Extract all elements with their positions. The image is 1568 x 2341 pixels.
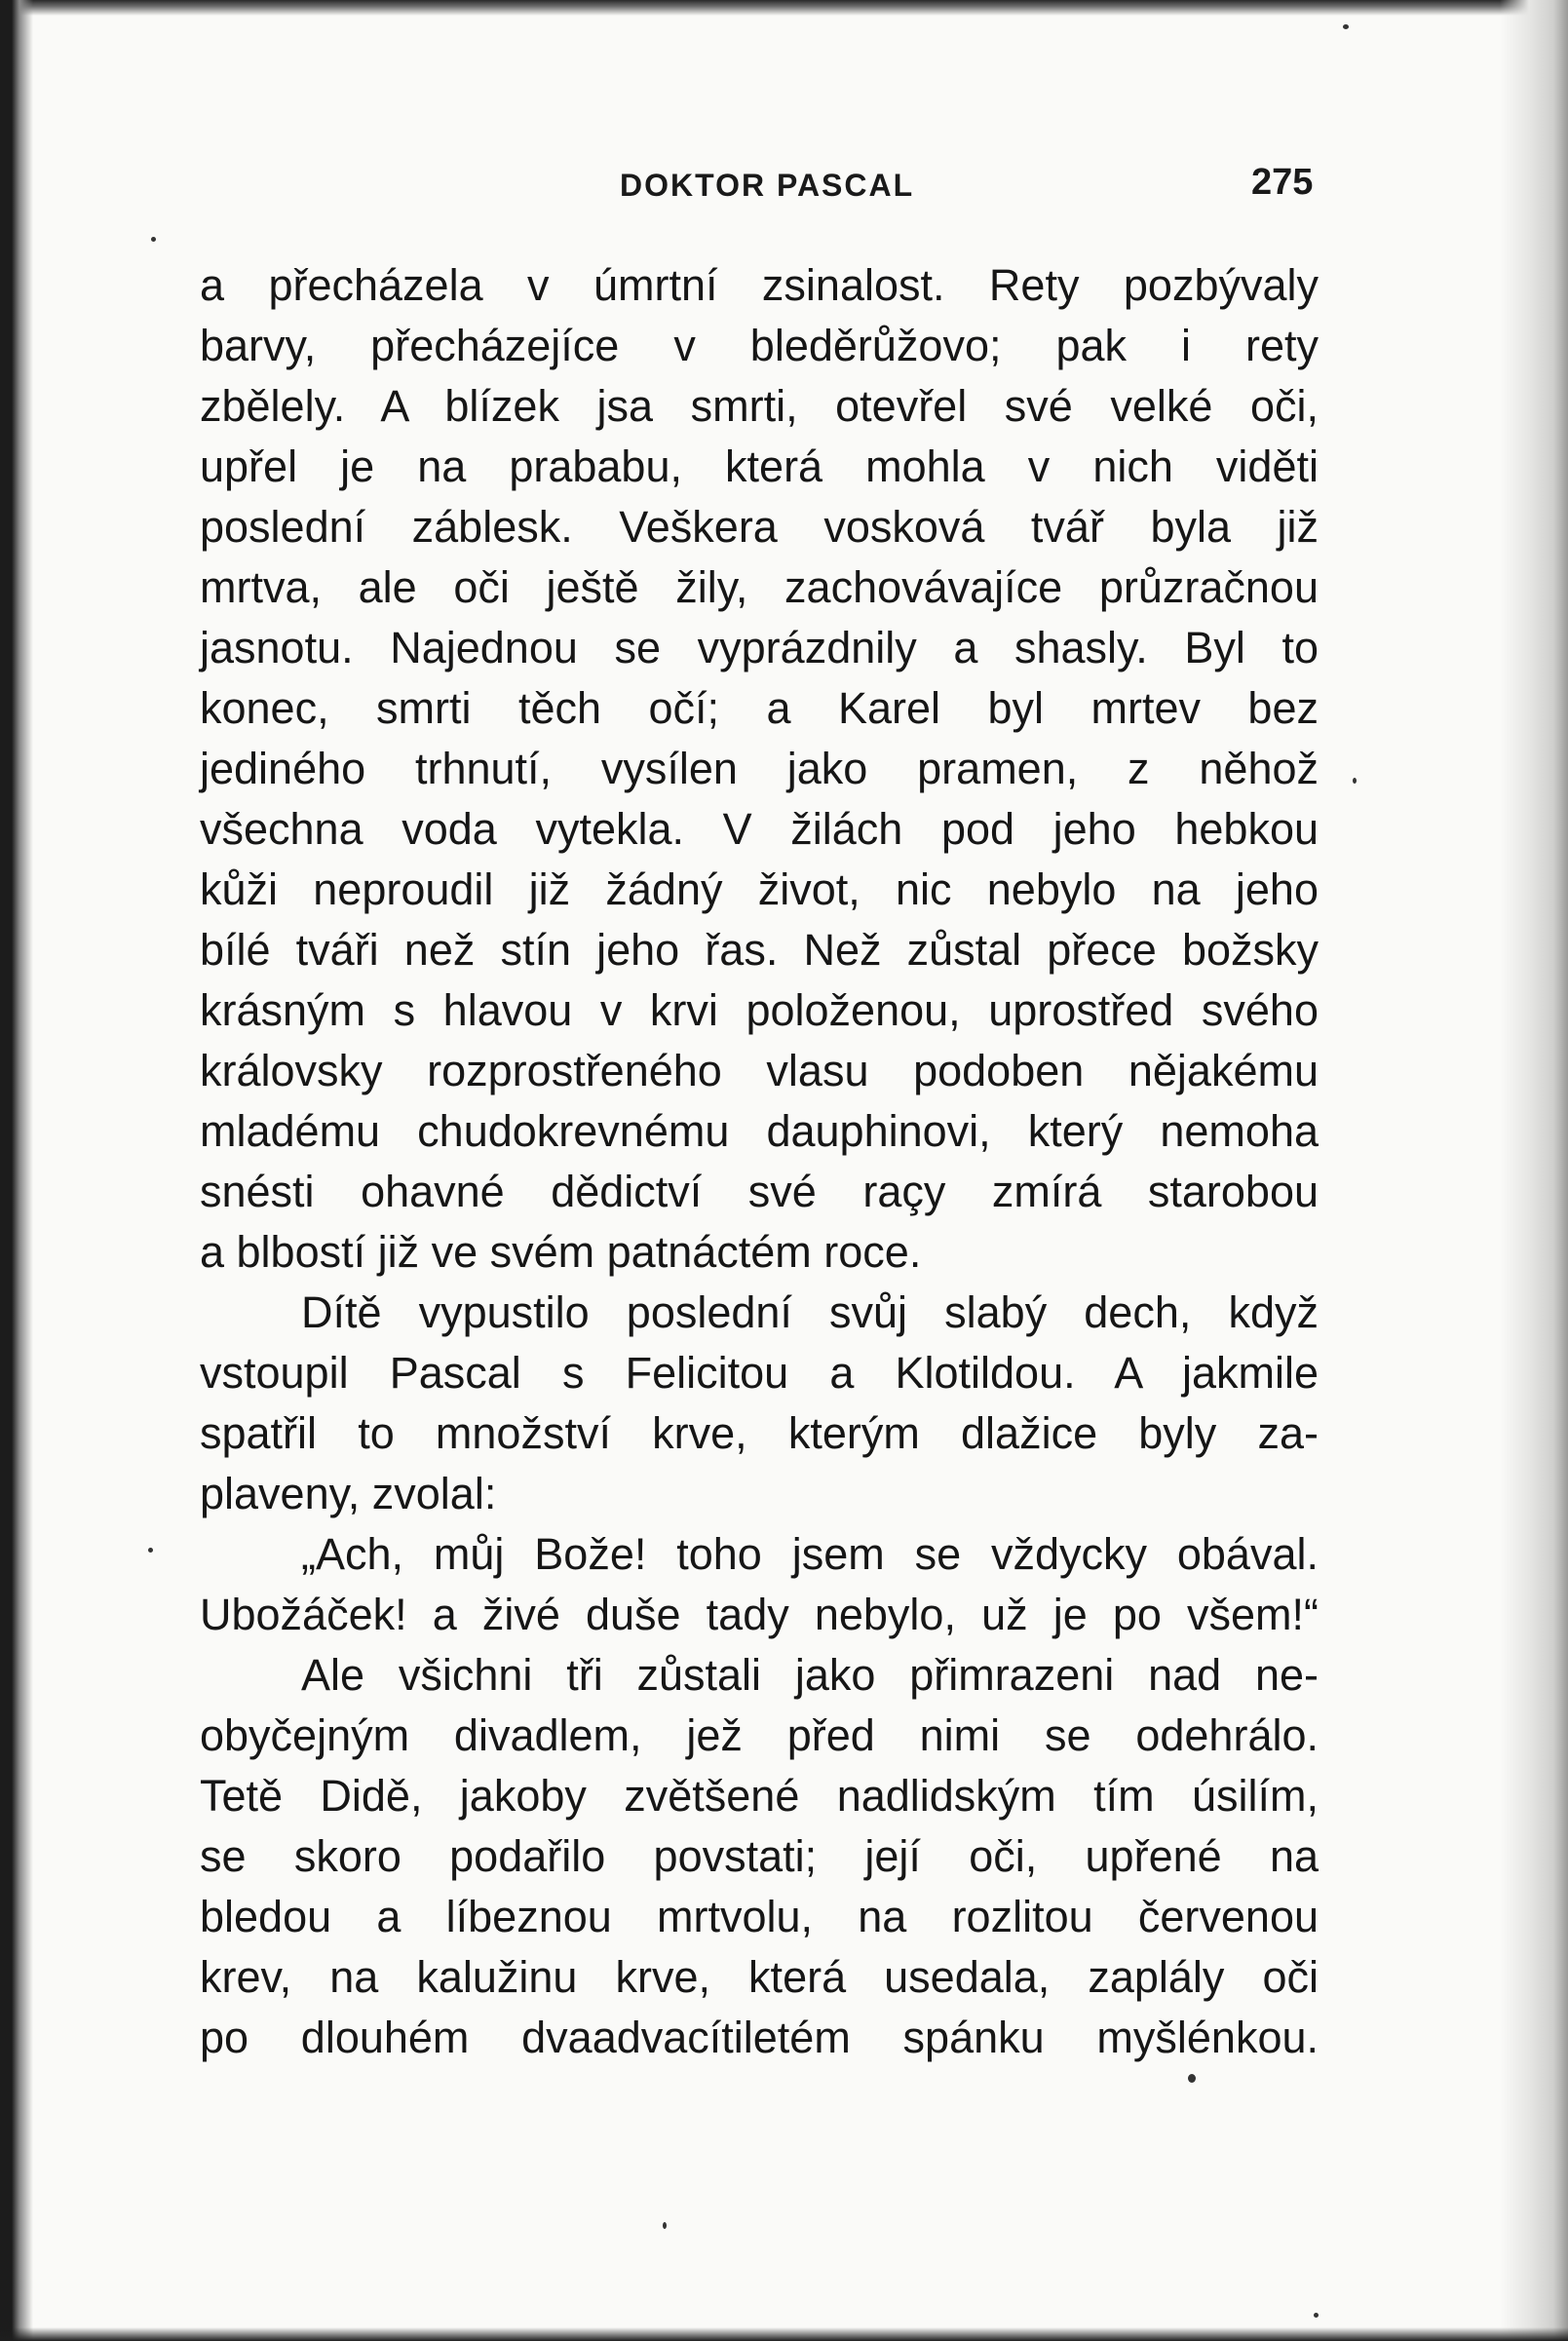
- scan-speck: [1353, 778, 1357, 784]
- text-line: Tetě Didě, jakoby zvětšené nadlidským tím úsilím,: [200, 1771, 1319, 1821]
- text-line: zbělely. A blízek jsa smrti, otevřel své velké oči,: [200, 381, 1319, 431]
- running-title: DOKTOR PASCAL: [620, 168, 915, 203]
- text-line: vstoupil Pascal s Felicitou a Klotildou. A jakmile: [200, 1348, 1319, 1398]
- text-line: krev, na kalužinu krve, která usedala, zaplály oči: [200, 1952, 1319, 2002]
- text-line: se skoro podařilo povstati; její oči, upřené na: [200, 1831, 1319, 1881]
- scan-speck: [148, 1548, 153, 1553]
- text-line: po dlouhém dvaadvacítiletém spánku myšlénkou.: [200, 2013, 1319, 2062]
- text-line: poslední záblesk. Veškera vosková tvář byla již: [200, 502, 1319, 552]
- page-number: 275: [1251, 162, 1314, 203]
- text-line: Ale všichni tři zůstali jako přimrazeni nad ne-: [301, 1650, 1319, 1700]
- scan-edge-right: [1500, 0, 1568, 2341]
- text-line: Dítě vypustilo poslední svůj slabý dech, když: [301, 1287, 1319, 1337]
- text-line: a blbostí již ve svém patnáctém roce.: [200, 1227, 922, 1277]
- text-line: královsky rozprostřeného vlasu podoben nějakému: [200, 1046, 1319, 1095]
- scan-speck: [1314, 2313, 1319, 2318]
- text-line: bledou a líbeznou mrtvolu, na rozlitou červenou: [200, 1892, 1319, 1941]
- scan-speck: [663, 2222, 667, 2229]
- text-line: upřel je na prababu, která mohla v nich viděti: [200, 441, 1319, 491]
- text-line: Ubožáček! a živé duše tady nebylo, už je po všem!“: [200, 1590, 1319, 1639]
- text-line: barvy, přecházejíce v bleděrůžovo; pak i rety: [200, 321, 1319, 370]
- text-line: snésti ohavné dědictví své raçy zmírá starobou: [200, 1167, 1319, 1216]
- text-line: obyčejným divadlem, jež před nimi se odehrálo.: [200, 1710, 1319, 1760]
- text-line: mladému chudokrevnému dauphinovi, který nemoha: [200, 1106, 1319, 1156]
- text-line: mrtva, ale oči ještě žily, zachovávajíce průzračnou: [200, 562, 1319, 612]
- scan-speck: [1343, 24, 1349, 29]
- body-text: [200, 255, 1319, 2068]
- text-line: „Ach, můj Bože! toho jsem se vždycky obával.: [301, 1529, 1319, 1579]
- scan-edge-left: [0, 0, 33, 2341]
- text-line: jasnotu. Najednou se vyprázdnily a shasly. Byl to: [200, 623, 1319, 672]
- scan-speck: [151, 237, 156, 242]
- text-line: kůži neproudil již žádný život, nic nebylo na jeho: [200, 864, 1319, 914]
- text-line: všechna voda vytekla. V žilách pod jeho hebkou: [200, 804, 1319, 854]
- text-line: krásným s hlavou v krvi položenou, uprostřed svého: [200, 985, 1319, 1035]
- text-line: jediného trhnutí, vysílen jako pramen, z něhož: [200, 744, 1319, 793]
- text-line: bílé tváři než stín jeho řas. Než zůstal přece božsky: [200, 925, 1319, 975]
- scan-edge-top: [0, 0, 1568, 16]
- text-line: konec, smrti těch očí; a Karel byl mrtev bez: [200, 683, 1319, 733]
- text-line: plaveny, zvolal:: [200, 1469, 497, 1518]
- text-line: a přecházela v úmrtní zsinalost. Rety pozbývaly: [200, 260, 1319, 310]
- scan-edge-bottom: [0, 2327, 1568, 2341]
- text-line: spatřil to množství krve, kterým dlažice byly za-: [200, 1408, 1319, 1458]
- scan-speck: [1188, 2074, 1196, 2083]
